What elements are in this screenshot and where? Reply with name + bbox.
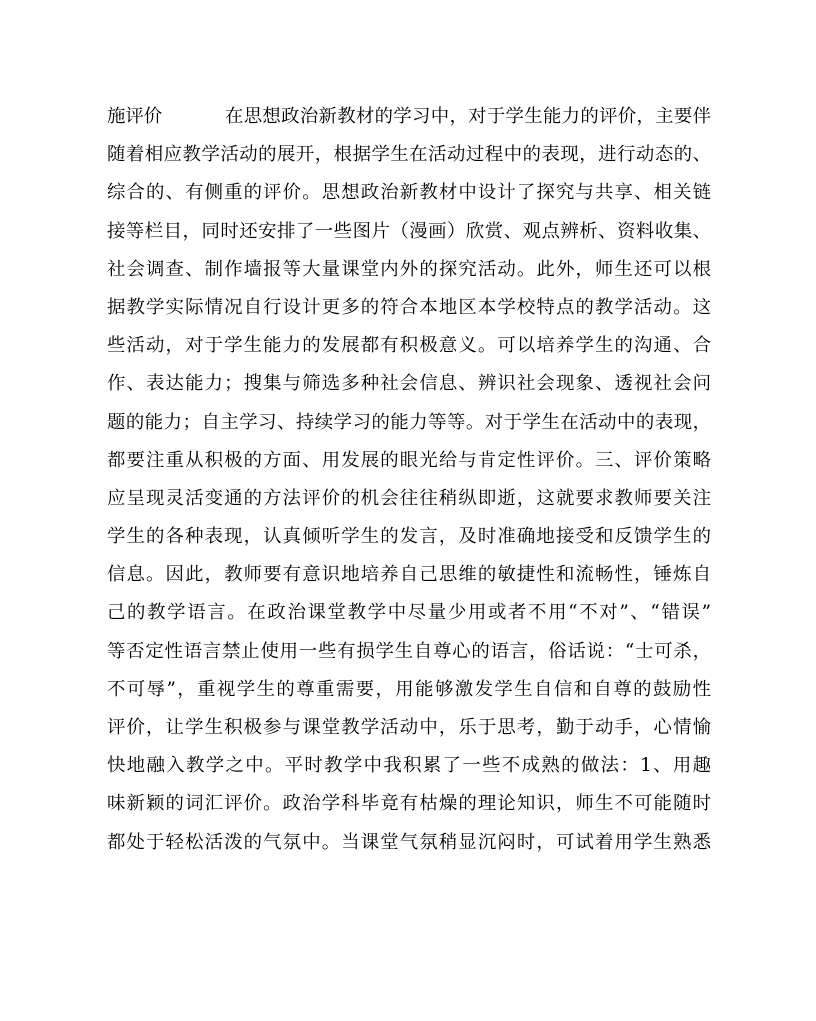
text-line-content: 在思想政治新教材的学习中，对于学生能力的评价，主要伴 bbox=[225, 106, 711, 127]
text-line: 快地融入教学之中。平时教学中我积累了一些不成熟的做法：1、用趣 bbox=[107, 755, 711, 777]
text-line: 学生的各种表现，认真倾听学生的发言，及时准确地接受和反馈学生的 bbox=[107, 526, 711, 548]
text-line: 应呈现灵活变通的方法评价的机会往往稍纵即逝，这就要求教师要关注 bbox=[107, 487, 711, 509]
text-line: 等否定性语言禁止使用一些有损学生自尊心的语言，俗话说：“士可杀， bbox=[107, 640, 711, 662]
text-line: 评价，让学生积极参与课堂教学活动中，乐于思考，勤于动手，心情愉 bbox=[107, 717, 711, 738]
text-line: 据教学实际情况自行设计更多的符合本地区本学校特点的教学活动。这 bbox=[107, 296, 711, 318]
text-line: 些活动，对于学生能力的发展都有积极意义。可以培养学生的沟通、合 bbox=[107, 335, 711, 357]
text-line: 社会调查、制作墙报等大量课堂内外的探究活动。此外，师生还可以根 bbox=[107, 258, 711, 280]
body-text bbox=[107, 98, 711, 862]
text-line: 综合的、有侧重的评价。思想政治新教材中设计了探究与共享、相关链 bbox=[107, 182, 711, 204]
text-line: 接等栏目，同时还安排了一些图片（漫画）欣赏、观点辨析、资料收集、 bbox=[107, 220, 711, 242]
text-line: 味新颖的词汇评价。政治学科毕竟有枯燥的理论知识，师生不可能随时 bbox=[107, 793, 711, 815]
text-line: 题的能力；自主学习、持续学习的能力等等。对于学生在活动中的表现， bbox=[107, 411, 711, 433]
text-line bbox=[107, 98, 711, 136]
text-line: 信息。因此，教师要有意识地培养自己思维的敏捷性和流畅性，锤炼自 bbox=[107, 564, 711, 586]
section-heading-fragment: 施评价 bbox=[107, 106, 163, 127]
text-line: 随着相应教学活动的展开，根据学生在活动过程中的表现，进行动态的、 bbox=[107, 144, 711, 166]
text-line: 作、表达能力；搜集与筛选多种社会信息、辨识社会现象、透视社会问 bbox=[107, 373, 711, 395]
text-line: 己的教学语言。在政治课堂教学中尽量少用或者不用“不对”、“错误” bbox=[107, 602, 711, 624]
text-line: 不可辱”，重视学生的尊重需要，用能够激发学生自信和自尊的鼓励性 bbox=[107, 678, 711, 700]
text-line: 都处于轻松活泼的气氛中。当课堂气氛稍显沉闷时，可试着用学生熟悉 bbox=[107, 831, 711, 853]
text-line: 都要注重从积极的方面、用发展的眼光给与肯定性评价。三、评价策略 bbox=[107, 449, 711, 471]
